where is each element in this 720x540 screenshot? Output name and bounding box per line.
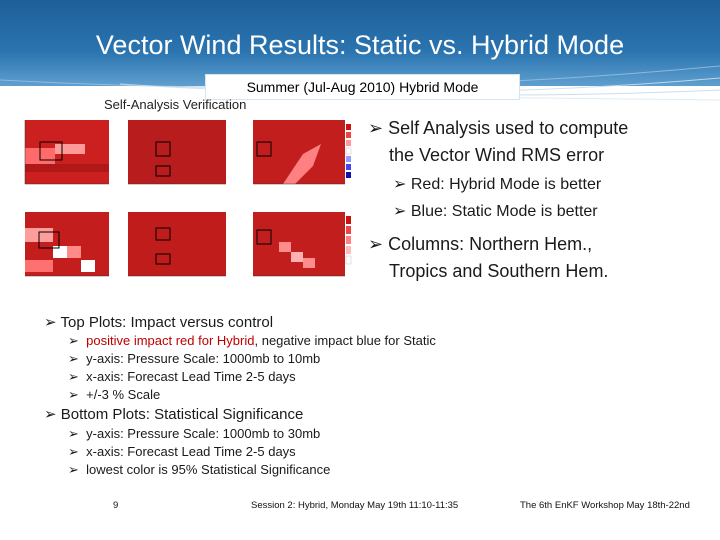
bottom-item-2: [68, 444, 296, 460]
bullet-text-cont: Tropics and Southern Hem.: [389, 261, 609, 281]
item-text: , negative impact blue for Static: [254, 333, 436, 348]
arrow-bullet-icon: ➢: [368, 234, 384, 255]
arrow-bullet-icon: ➢: [68, 427, 79, 442]
bottom-item-1: [68, 426, 320, 442]
arrow-bullet-icon: ➢: [68, 445, 79, 460]
item-text: x-axis: Forecast Lead Time 2-5 days: [86, 369, 296, 384]
session-info: Session 2: Hybrid, Monday May 19th 11:10-11:35: [251, 500, 459, 511]
plot-top-sh: [243, 114, 353, 194]
item-text: x-axis: Forecast Lead Time 2-5 days: [86, 444, 296, 459]
bullet-text-cont: the Vector Wind RMS error: [389, 145, 605, 165]
arrow-bullet-icon: ➢: [368, 118, 384, 139]
sub-bullet-blue: [393, 201, 598, 221]
top-plots-heading: [44, 313, 273, 331]
sub-bullet-text: Blue: Static Mode is better: [410, 203, 598, 220]
bottom-plots-heading: [44, 405, 303, 423]
arrow-bullet-icon: ➢: [393, 201, 407, 220]
sub-bullet-red: [393, 174, 601, 194]
slide-title: Vector Wind Results: Static vs. Hybrid Mode: [95, 30, 625, 60]
bottom-item-3: [68, 462, 330, 478]
top-item-2: [68, 351, 320, 367]
item-text: y-axis: Pressure Scale: 1000mb to 10mb: [86, 351, 321, 366]
heading-text: Bottom Plots: Statistical Significance: [60, 406, 304, 423]
plot-top-tropics: [118, 114, 233, 194]
top-item-3: [68, 369, 296, 385]
plot-bottom-sh: [243, 202, 353, 284]
plot-bottom-tropics: [118, 202, 233, 284]
workshop-info: The 6th EnKF Workshop May 18th-22nd: [520, 500, 690, 511]
page-number: 9: [113, 500, 119, 511]
bullet-self-analysis: [368, 115, 628, 168]
red-text: positive impact red for Hybrid: [86, 333, 255, 348]
plot-top-nh: [5, 114, 115, 194]
plot-bottom-nh: [5, 202, 115, 284]
arrow-bullet-icon: ➢: [68, 463, 79, 478]
arrow-bullet-icon: ➢: [393, 174, 407, 193]
arrow-bullet-icon: ➢: [68, 388, 79, 403]
sub-bullet-text: Red: Hybrid Mode is better: [410, 176, 602, 193]
verification-label: Self-Analysis Verification: [104, 97, 247, 112]
arrow-bullet-icon: ➢: [68, 370, 79, 385]
arrow-bullet-icon: ➢: [44, 405, 57, 423]
arrow-bullet-icon: ➢: [68, 334, 79, 349]
heading-text: Top Plots: Impact versus control: [60, 314, 274, 331]
arrow-bullet-icon: ➢: [44, 313, 57, 331]
top-item-4: [68, 387, 160, 403]
bullet-text: Columns: Northern Hem.,: [388, 234, 593, 254]
bullet-text: Self Analysis used to compute: [388, 118, 629, 138]
top-item-1: [68, 333, 436, 349]
slide-subtitle: Summer (Jul-Aug 2010) Hybrid Mode: [205, 74, 520, 100]
bullet-columns: [368, 231, 608, 284]
item-text: lowest color is 95% Statistical Significance: [86, 462, 331, 477]
item-text: y-axis: Pressure Scale: 1000mb to 30mb: [86, 426, 321, 441]
arrow-bullet-icon: ➢: [68, 352, 79, 367]
item-text: +/-3 % Scale: [86, 387, 161, 402]
